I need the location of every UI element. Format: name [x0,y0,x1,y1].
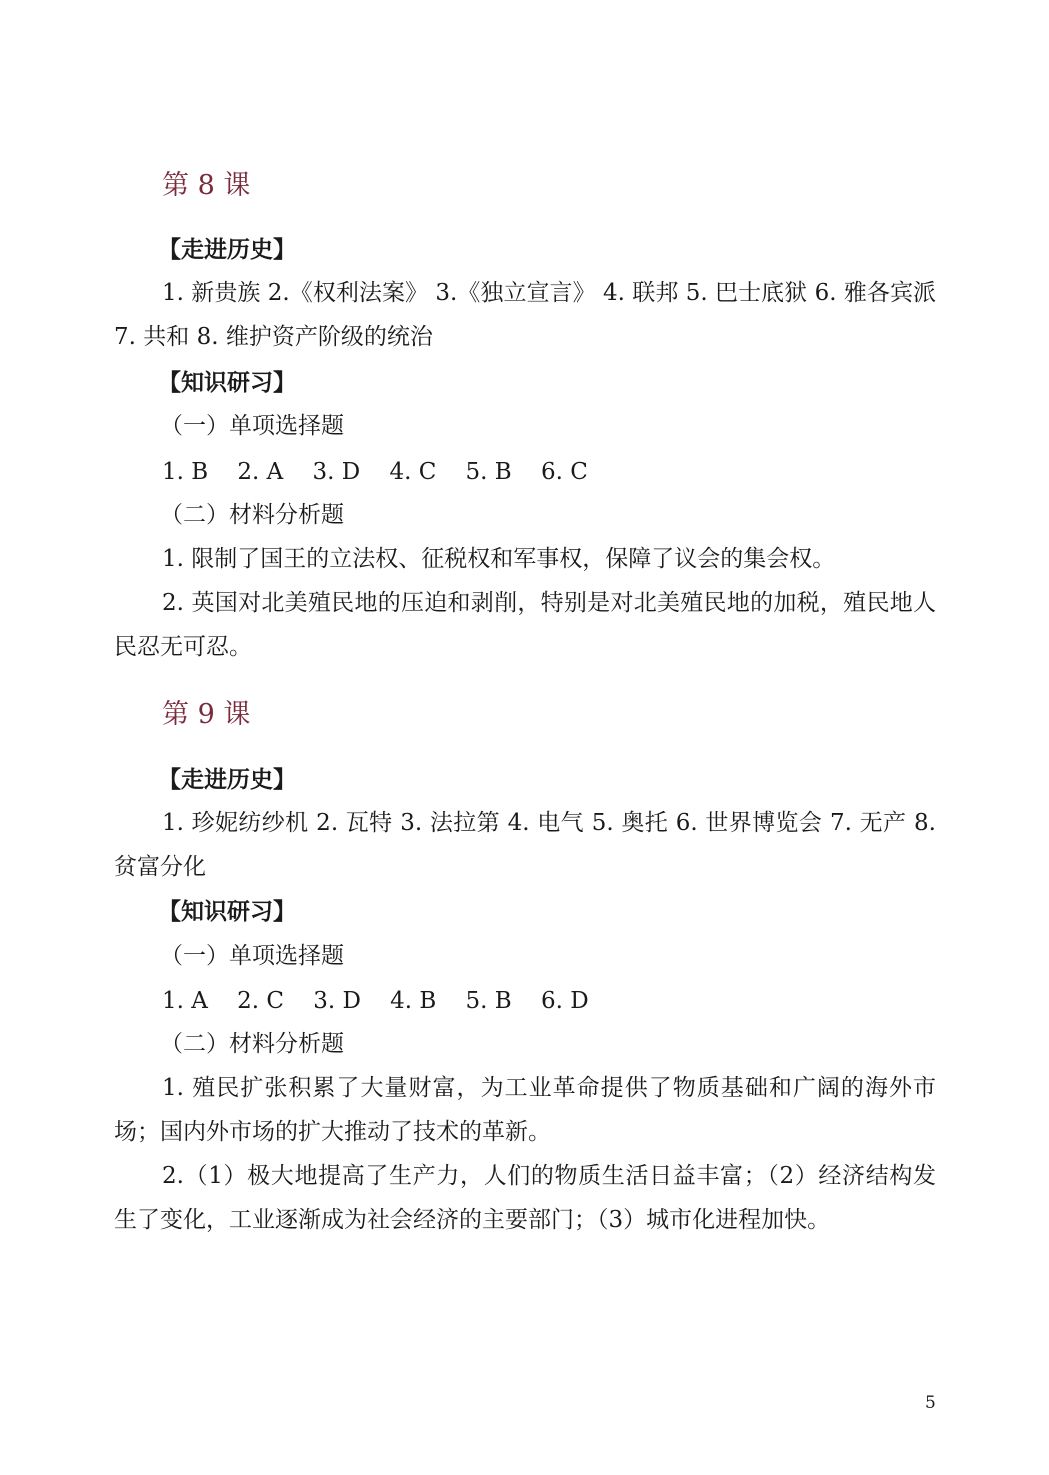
page-number: 5 [925,1393,936,1413]
lesson-9-analysis-answer-1: 1. 殖民扩张积累了大量财富，为工业革命提供了物质基础和广阔的海外市场；国内外市场的扩大推动了技术的革新。 [114,1075,936,1145]
lesson-8-title: 第 8 课 [162,170,251,201]
lesson-8-choice-heading: （一）单项选择题 [160,413,344,439]
lesson-9-analysis-heading: （二）材料分析题 [160,1031,344,1057]
lesson-8-analysis-heading: （二）材料分析题 [160,502,344,528]
lesson-9-study-heading: 【知识研习】 [158,899,296,925]
lesson-9-title: 第 9 课 [162,699,251,730]
lesson-9-analysis-answer-2: 2.（1）极大地提高了生产力，人们的物质生活日益丰富；（2）经济结构发生了变化，工业逐渐成为社会经济的主要部门；（3）城市化进程加快。 [114,1163,936,1233]
lesson-9-choice-answers: 1. A 2. C 3. D 4. B 5. B 6. D [162,988,589,1014]
lesson-9-choice-heading: （一）单项选择题 [160,943,344,969]
lesson-8-intro-answers: 1. 新贵族 2.《权利法案》 3.《独立宣言》 4. 联邦 5. 巴士底狱 6. 雅各宾派 7. 共和 8. 维护资产阶级的统治 [114,280,936,350]
lesson-8-study-heading: 【知识研习】 [158,370,296,396]
lesson-9-intro-heading: 【走进历史】 [158,767,296,793]
lesson-8-intro-heading: 【走进历史】 [158,237,296,263]
lesson-8-choice-answers: 1. B 2. A 3. D 4. C 5. B 6. C [162,459,588,485]
lesson-8-analysis-answer-1: 1. 限制了国王的立法权、征税权和军事权，保障了议会的集会权。 [162,546,836,572]
lesson-9-intro-answers: 1. 珍妮纺纱机 2. 瓦特 3. 法拉第 4. 电气 5. 奥托 6. 世界博览会 7. 无产 8. 贫富分化 [114,810,936,880]
lesson-8-analysis-answer-2: 2. 英国对北美殖民地的压迫和剥削，特别是对北美殖民地的加税，殖民地人民忍无可忍。 [114,590,936,660]
